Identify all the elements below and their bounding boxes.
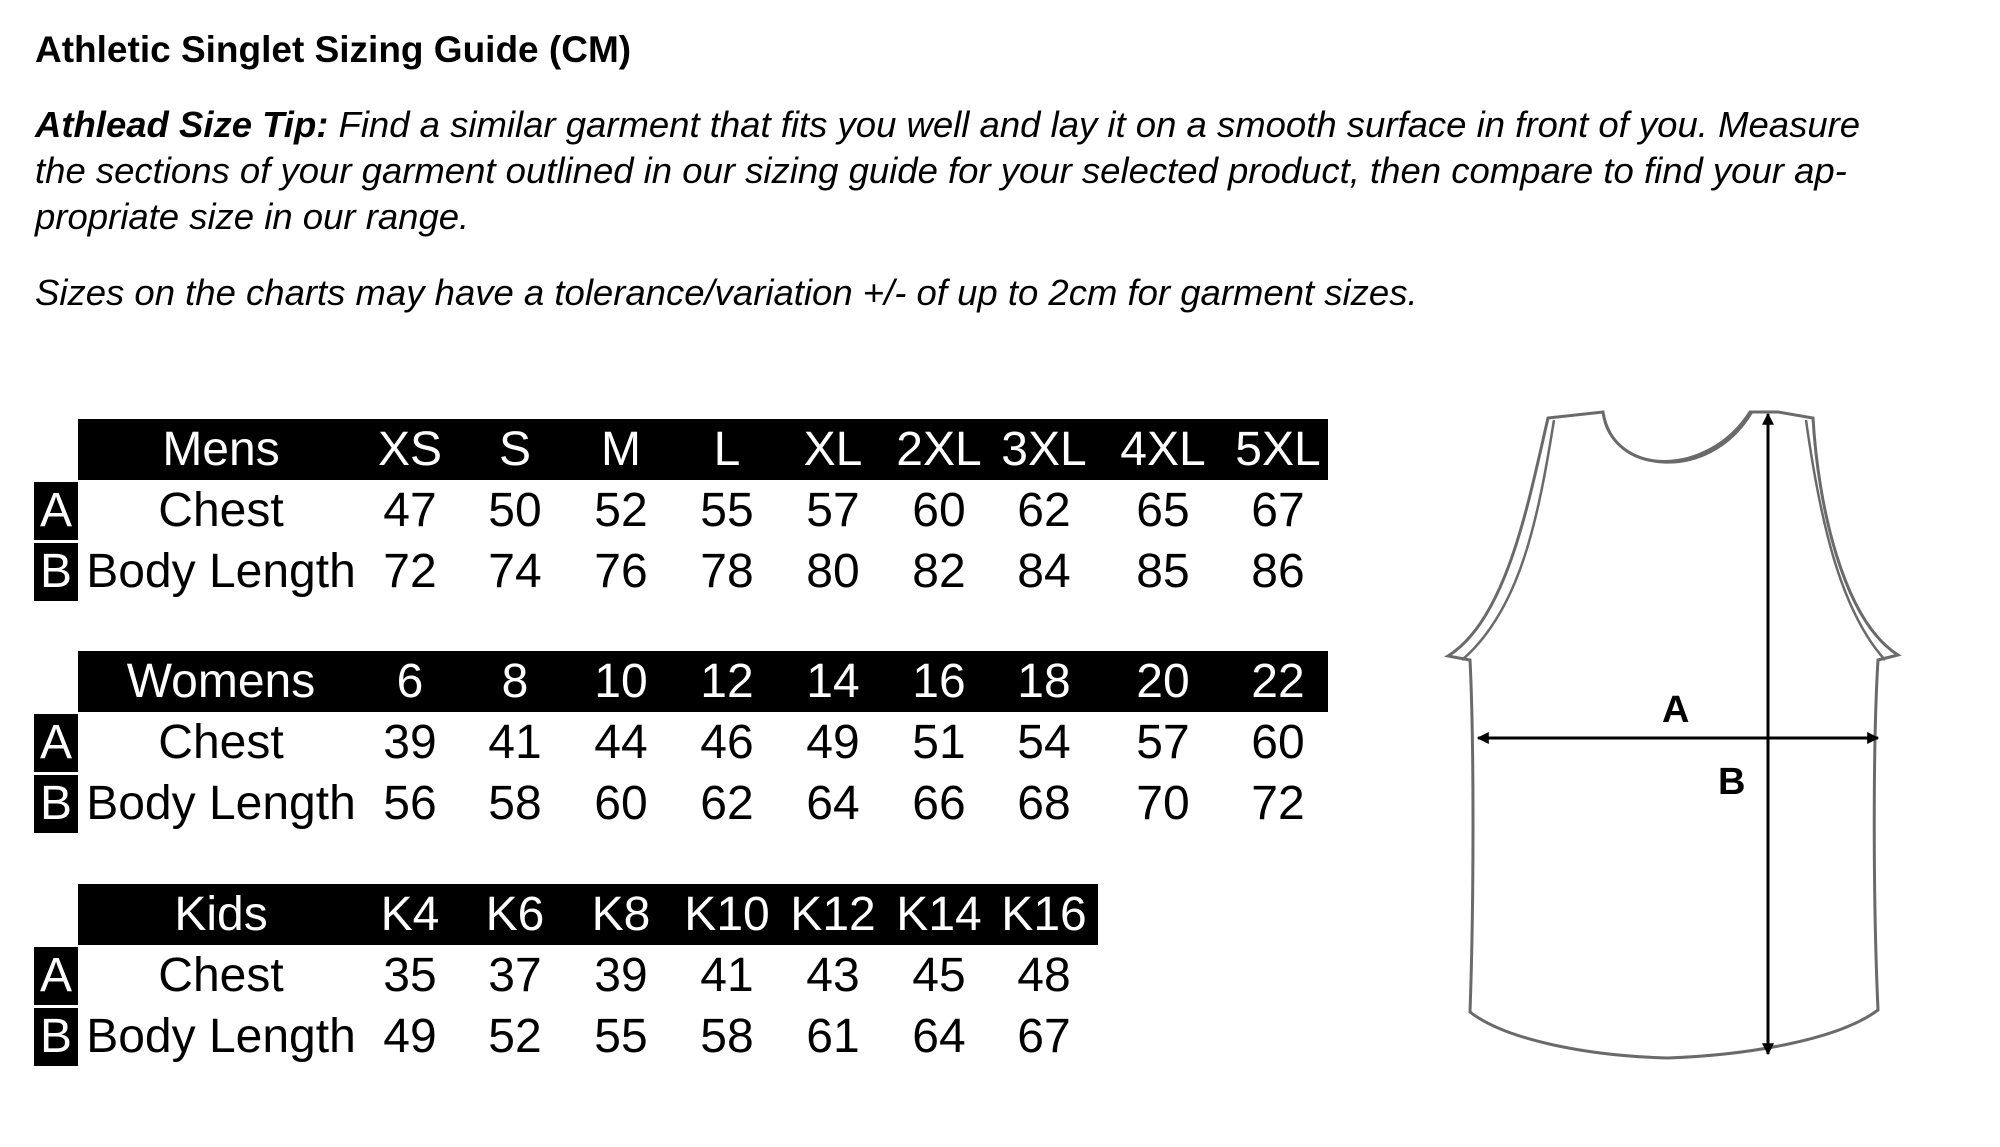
size-column-header: K16 <box>1001 888 1087 941</box>
measurement-value: 41 <box>700 949 754 1002</box>
size-tip-line-3: propriate size in our range. <box>35 196 470 237</box>
size-column-header: K10 <box>684 888 770 941</box>
size-table-header <box>0 884 1098 945</box>
size-table-header <box>0 651 1328 712</box>
measurement-key-badge: B <box>34 775 78 833</box>
table-row <box>0 945 1098 1006</box>
table-row <box>0 480 1328 541</box>
measurement-key-badge: A <box>34 947 78 1005</box>
size-column-header: 6 <box>396 655 424 708</box>
size-tip-line-2: the sections of your garment outlined in our sizing guide for your selected product, then compare to find your ap- <box>35 150 1847 191</box>
size-column-header: 4XL <box>1120 423 1206 476</box>
measurement-value: 62 <box>1017 484 1071 537</box>
measurement-value: 43 <box>806 949 860 1002</box>
size-tip-text-1: Find a similar garment that fits you well and lay it on a smooth surface in front of you. Measure <box>328 104 1861 145</box>
size-column-header: K12 <box>790 888 876 941</box>
table-row <box>0 541 1328 602</box>
measurement-value: 68 <box>1017 777 1071 830</box>
measurement-value: 51 <box>912 716 966 769</box>
size-column-header: K14 <box>896 888 982 941</box>
measurement-value: 80 <box>806 545 860 598</box>
size-column-header: 12 <box>700 655 754 708</box>
measurement-value: 58 <box>700 1010 754 1063</box>
right-armhole-trim <box>1806 420 1885 660</box>
size-column-header: 5XL <box>1235 423 1321 476</box>
measurement-label: Chest <box>158 716 284 769</box>
measurement-value: 67 <box>1017 1010 1071 1063</box>
measurement-value: 46 <box>700 716 754 769</box>
measurement-value: 50 <box>488 484 542 537</box>
measurement-value: 72 <box>1251 777 1305 830</box>
size-column-header: 18 <box>1017 655 1071 708</box>
page-title: Athletic Singlet Sizing Guide (CM) <box>35 29 632 70</box>
size-column-header: S <box>498 423 531 476</box>
size-column-header: 8 <box>501 655 529 708</box>
measurement-value: 61 <box>806 1010 860 1063</box>
measurement-value: 66 <box>912 777 966 830</box>
measurement-value: 45 <box>912 949 966 1002</box>
measurement-key-badge: A <box>34 714 78 772</box>
measurement-value: 39 <box>594 949 648 1002</box>
measurement-value: 85 <box>1136 545 1190 598</box>
header-label: Womens <box>126 655 316 708</box>
size-column-header: L <box>713 423 741 476</box>
measurement-value: 84 <box>1017 545 1071 598</box>
measurement-value: 57 <box>806 484 860 537</box>
diagram-label-b: B <box>1718 761 1746 803</box>
size-column-header: 16 <box>912 655 966 708</box>
measurement-value: 44 <box>594 716 648 769</box>
singlet-outline-icon <box>1440 400 1940 1080</box>
size-column-header: XL <box>803 423 863 476</box>
measurement-value: 57 <box>1136 716 1190 769</box>
measurement-value: 35 <box>383 949 437 1002</box>
size-tip-line-1 <box>35 102 1980 148</box>
size-column-header: M <box>601 423 641 476</box>
diagram-label-a: A <box>1662 689 1690 731</box>
table-row <box>0 1006 1098 1067</box>
measurement-value: 82 <box>912 545 966 598</box>
measurement-value: 72 <box>383 545 437 598</box>
measurement-label: Body Length <box>86 545 356 598</box>
measurement-value: 76 <box>594 545 648 598</box>
measurement-value: 60 <box>912 484 966 537</box>
size-column-header: K6 <box>485 888 545 941</box>
measurement-value: 86 <box>1251 545 1305 598</box>
measurement-value: 64 <box>912 1010 966 1063</box>
measurement-value: 74 <box>488 545 542 598</box>
measurement-key-badge: A <box>34 482 78 540</box>
table-row <box>0 773 1328 834</box>
tolerance-note: Sizes on the charts may have a tolerance/variation +/- of up to 2cm for garment sizes. <box>35 272 1418 313</box>
measurement-value: 78 <box>700 545 754 598</box>
header-label: Mens <box>162 423 280 476</box>
measurement-value: 52 <box>594 484 648 537</box>
singlet-diagram <box>1440 400 1940 1080</box>
measurement-value: 56 <box>383 777 437 830</box>
measurement-value: 41 <box>488 716 542 769</box>
size-column-header: 14 <box>806 655 860 708</box>
size-table-mens <box>0 419 1340 602</box>
size-table-header <box>0 419 1328 480</box>
measurement-value: 64 <box>806 777 860 830</box>
size-tip <box>35 102 1980 240</box>
measurement-key-badge: B <box>34 543 78 601</box>
size-column-header: 20 <box>1136 655 1190 708</box>
size-tip-label: Athlead Size Tip: <box>35 104 329 145</box>
size-column-header: 3XL <box>1001 423 1087 476</box>
measurement-value: 67 <box>1251 484 1305 537</box>
measurement-value: 52 <box>488 1010 542 1063</box>
measurement-value: 47 <box>383 484 437 537</box>
measurement-value: 58 <box>488 777 542 830</box>
measurement-value: 37 <box>488 949 542 1002</box>
measurement-value: 39 <box>383 716 437 769</box>
measurement-value: 60 <box>594 777 648 830</box>
size-column-header: XS <box>377 423 443 476</box>
measurement-value: 49 <box>383 1010 437 1063</box>
measurement-value: 55 <box>594 1010 648 1063</box>
measurement-value: 48 <box>1017 949 1071 1002</box>
size-table-womens <box>0 651 1340 834</box>
size-column-header: K4 <box>380 888 440 941</box>
singlet-outer-outline <box>1448 412 1898 1058</box>
measurement-key-badge: B <box>34 1008 78 1066</box>
header-label: Kids <box>174 888 268 941</box>
measurement-value: 70 <box>1136 777 1190 830</box>
size-table-kids <box>0 884 1340 1067</box>
measurement-value: 49 <box>806 716 860 769</box>
size-column-header: 22 <box>1251 655 1305 708</box>
measurement-label: Body Length <box>86 777 356 830</box>
measurement-label: Chest <box>158 484 284 537</box>
measurement-label: Chest <box>158 949 284 1002</box>
size-column-header: 10 <box>594 655 648 708</box>
measurement-value: 65 <box>1136 484 1190 537</box>
size-column-header: K8 <box>591 888 651 941</box>
measurement-value: 55 <box>700 484 754 537</box>
measurement-label: Body Length <box>86 1010 356 1063</box>
measurement-value: 62 <box>700 777 754 830</box>
measurement-value: 60 <box>1251 716 1305 769</box>
measurement-value: 54 <box>1017 716 1071 769</box>
size-column-header: 2XL <box>896 423 982 476</box>
table-row <box>0 712 1328 773</box>
